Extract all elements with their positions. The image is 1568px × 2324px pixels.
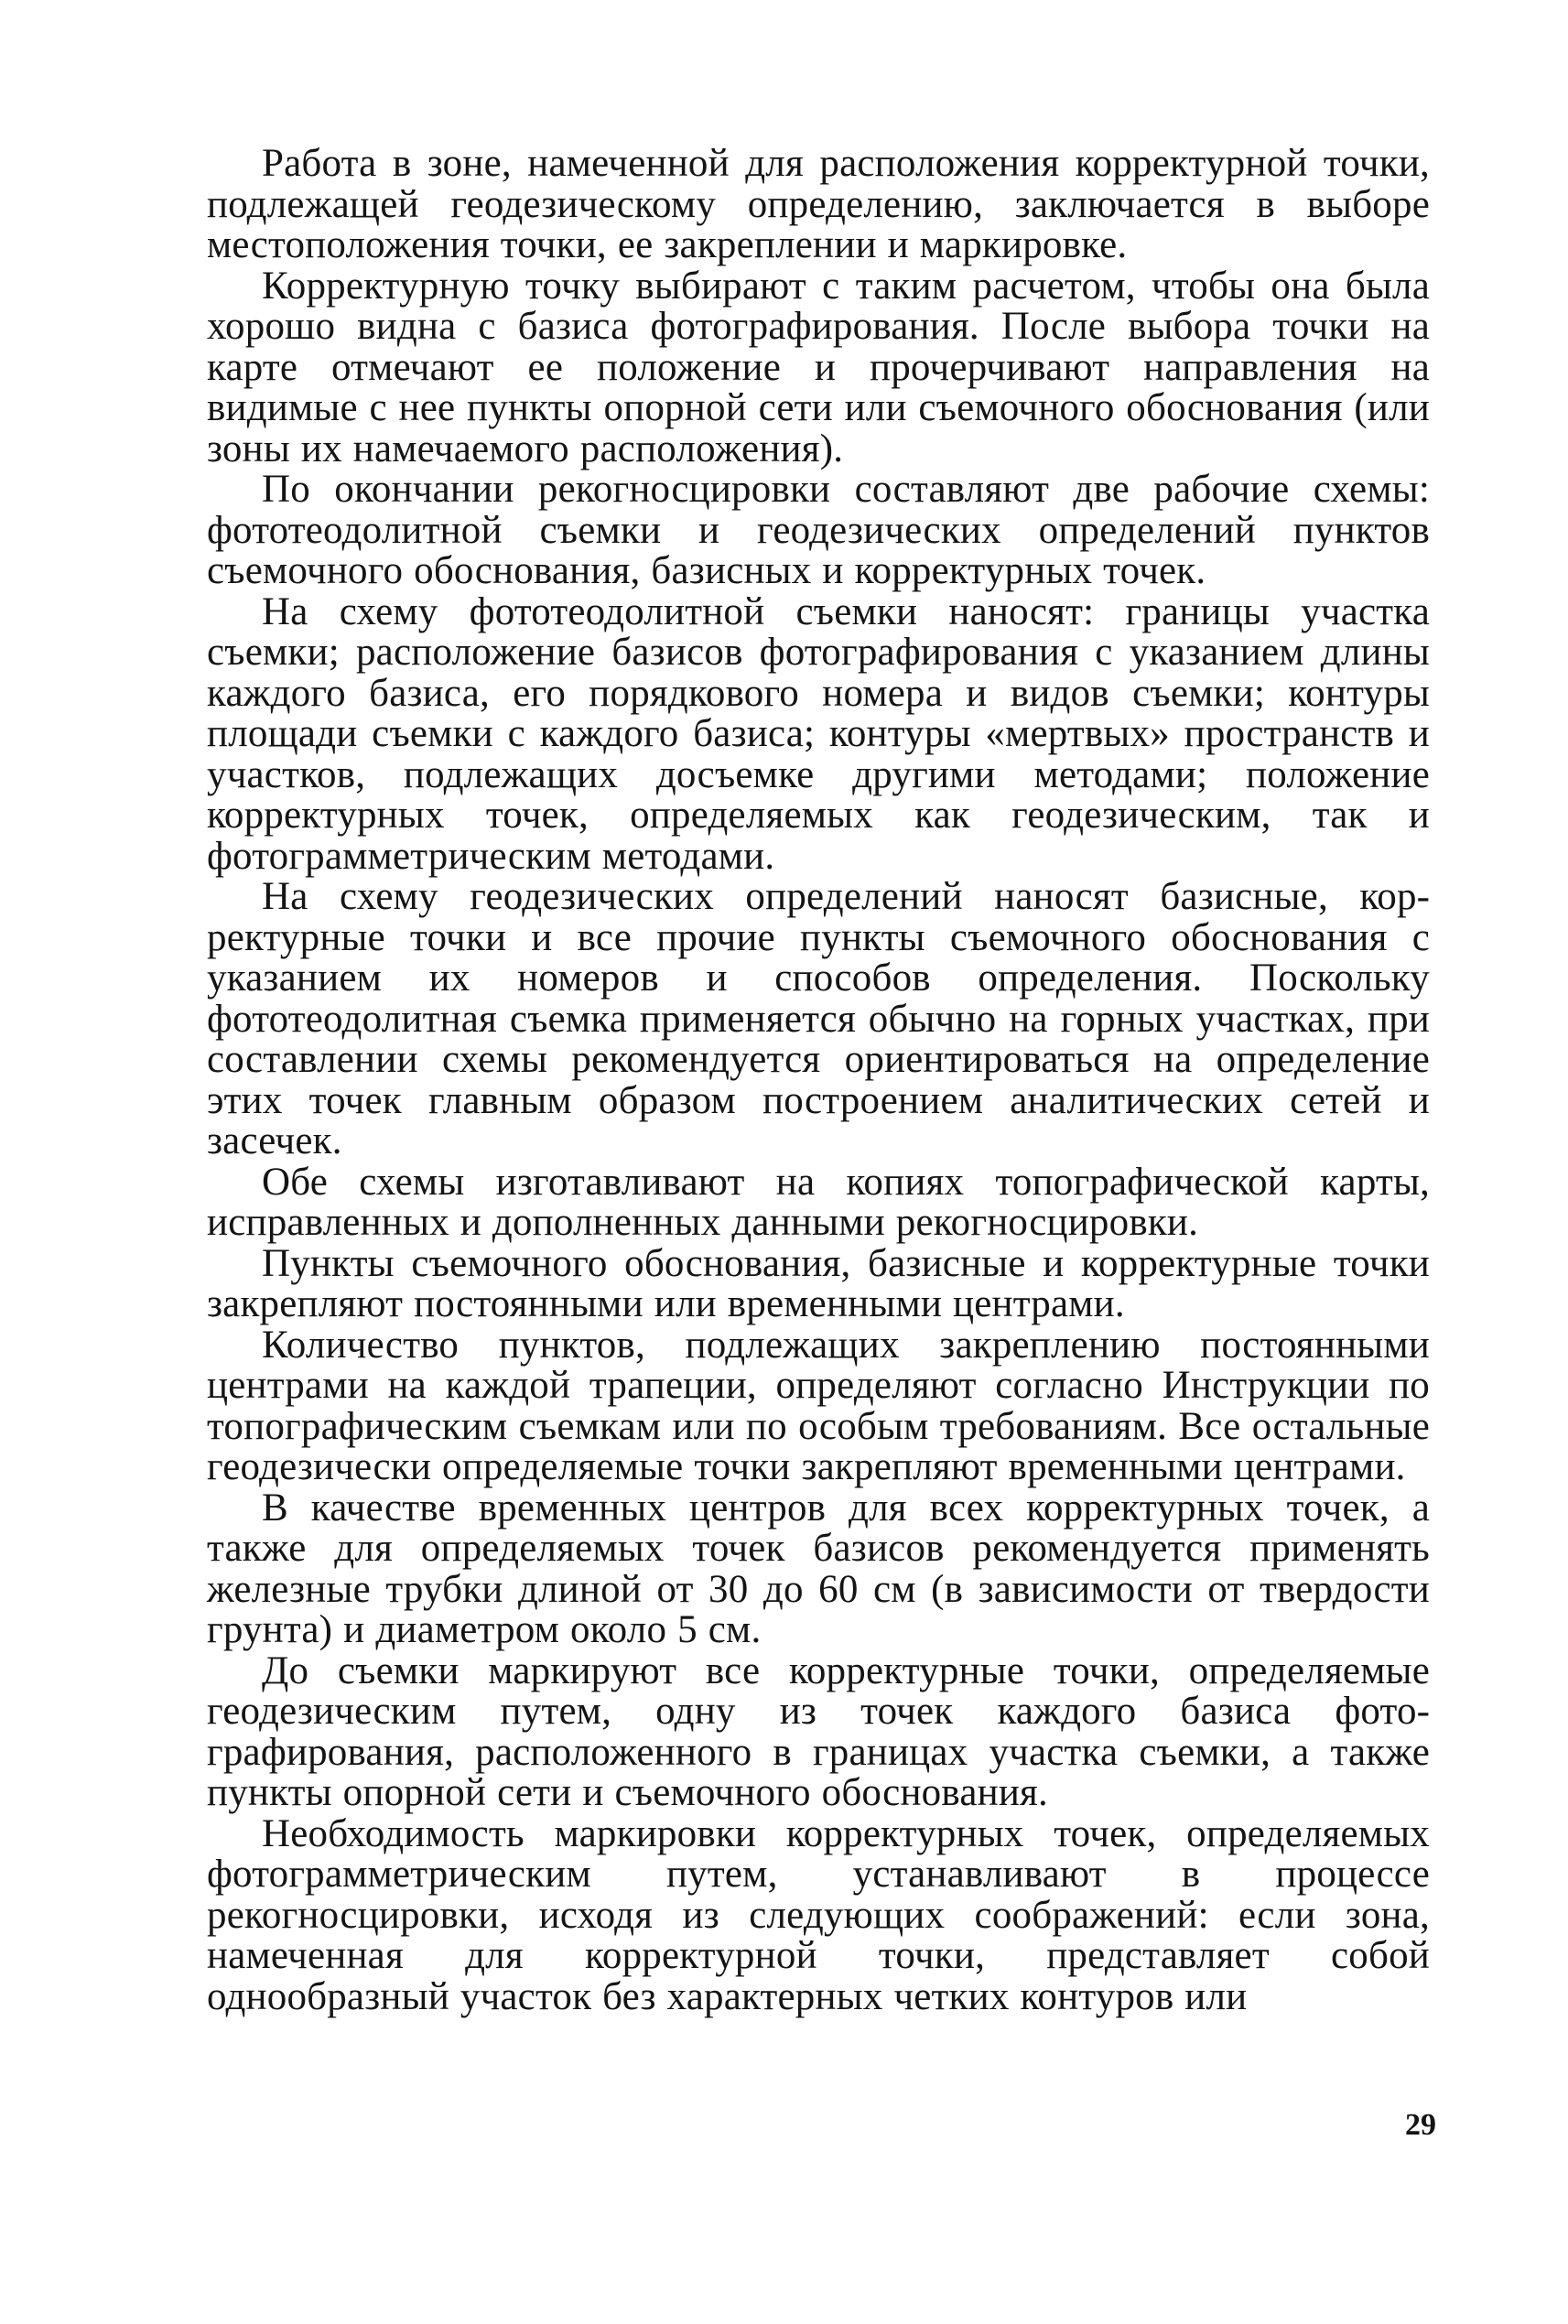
paragraph-6: Обе схемы изготавливают на копиях топографической карты, исправленных и дополненных данными рекогносцировки. <box>207 1160 1430 1244</box>
paragraph-10: До съемки маркируют все корректурные точки, определяемые геодезическим путем, одну из точек каждого базиса фотографирования, расположенного в границах участка съемки, а также пункты опорной сети и съемочного обоснования. <box>207 1648 1430 1814</box>
paragraph-3: По окончании рекогносцировки составляют две рабочие схемы: фототеодолитной съемки и геодезических определений пунктов съемочного обоснования, базисных и корректурных точек. <box>207 468 1430 592</box>
paragraph-5: На схему геодезических определений наносят базисные, корректурные точки и все прочие пункты съемочного обоснования с указанием их номеров и способов определения. Поскольку фототеодолитная съемка применяется обычно на горных участках, при составлении схемы рекомендуется ориентироваться на определение этих точек главным образом построением аналитических сетей и засечек. <box>207 875 1430 1162</box>
body-text <box>207 144 1430 2017</box>
page-number: 29 <box>1405 2108 1436 2142</box>
paragraph-1: Работа в зоне, намеченной для расположения корректурной точки, подлежащей геодезическому определению, заключается в выборе местоположения точки, ее закреплении и маркировке. <box>207 142 1430 266</box>
paragraph-8: Количество пунктов, подлежащих закреплению постоянными центрами на каждой трапеции, определяют согласно Инструкции по топографическим съемкам или по особым требованиям. Все остальные геодезически определяемые точки закрепляют временными центрами. <box>207 1323 1430 1488</box>
paragraph-4: На схему фототеодолитной съемки наносят: границы участка съемки; расположение базисов фотографирования с указанием длины каждого базиса, его порядкового номера и видов съемки; контуры площади съемки с каждого базиса; контуры «мертвых» пространств и участков, подлежащих досъемке другими методами; положение корректурных точек, определяемых как геодезическим, так и фотограмметрическим методами. <box>207 589 1430 878</box>
paragraph-11: Необходимость маркировки корректурных точек, определяемых фотограмметрическим путем, устанавливают в процессе рекогносцировки, исходя из следующих соображений: если зона, намеченная для корректурной точки, представляет собой однообразный участок без характерных четких контуров или <box>207 1811 1430 2018</box>
paragraph-9: В качестве временных центров для всех корректурных точек, а также для определяемых точек базисов рекомендуется применять железные трубки длиной от 30 до 60 см (в зависимости от твердости грунта) и диаметром около 5 см. <box>207 1486 1430 1651</box>
paragraph-2: Корректурную точку выбирают с таким расчетом, чтобы она была хорошо видна с базиса фотографирования. После выбора точки на карте отмечают ее положение и прочерчивают направления на видимые с нее пункты опорной сети или съемочного обоснования (или зоны их намечаемого расположения). <box>207 264 1430 470</box>
paragraph-7: Пункты съемочного обоснования, базисные и корректурные точки закрепляют постоянными или временными центрами. <box>207 1241 1430 1325</box>
